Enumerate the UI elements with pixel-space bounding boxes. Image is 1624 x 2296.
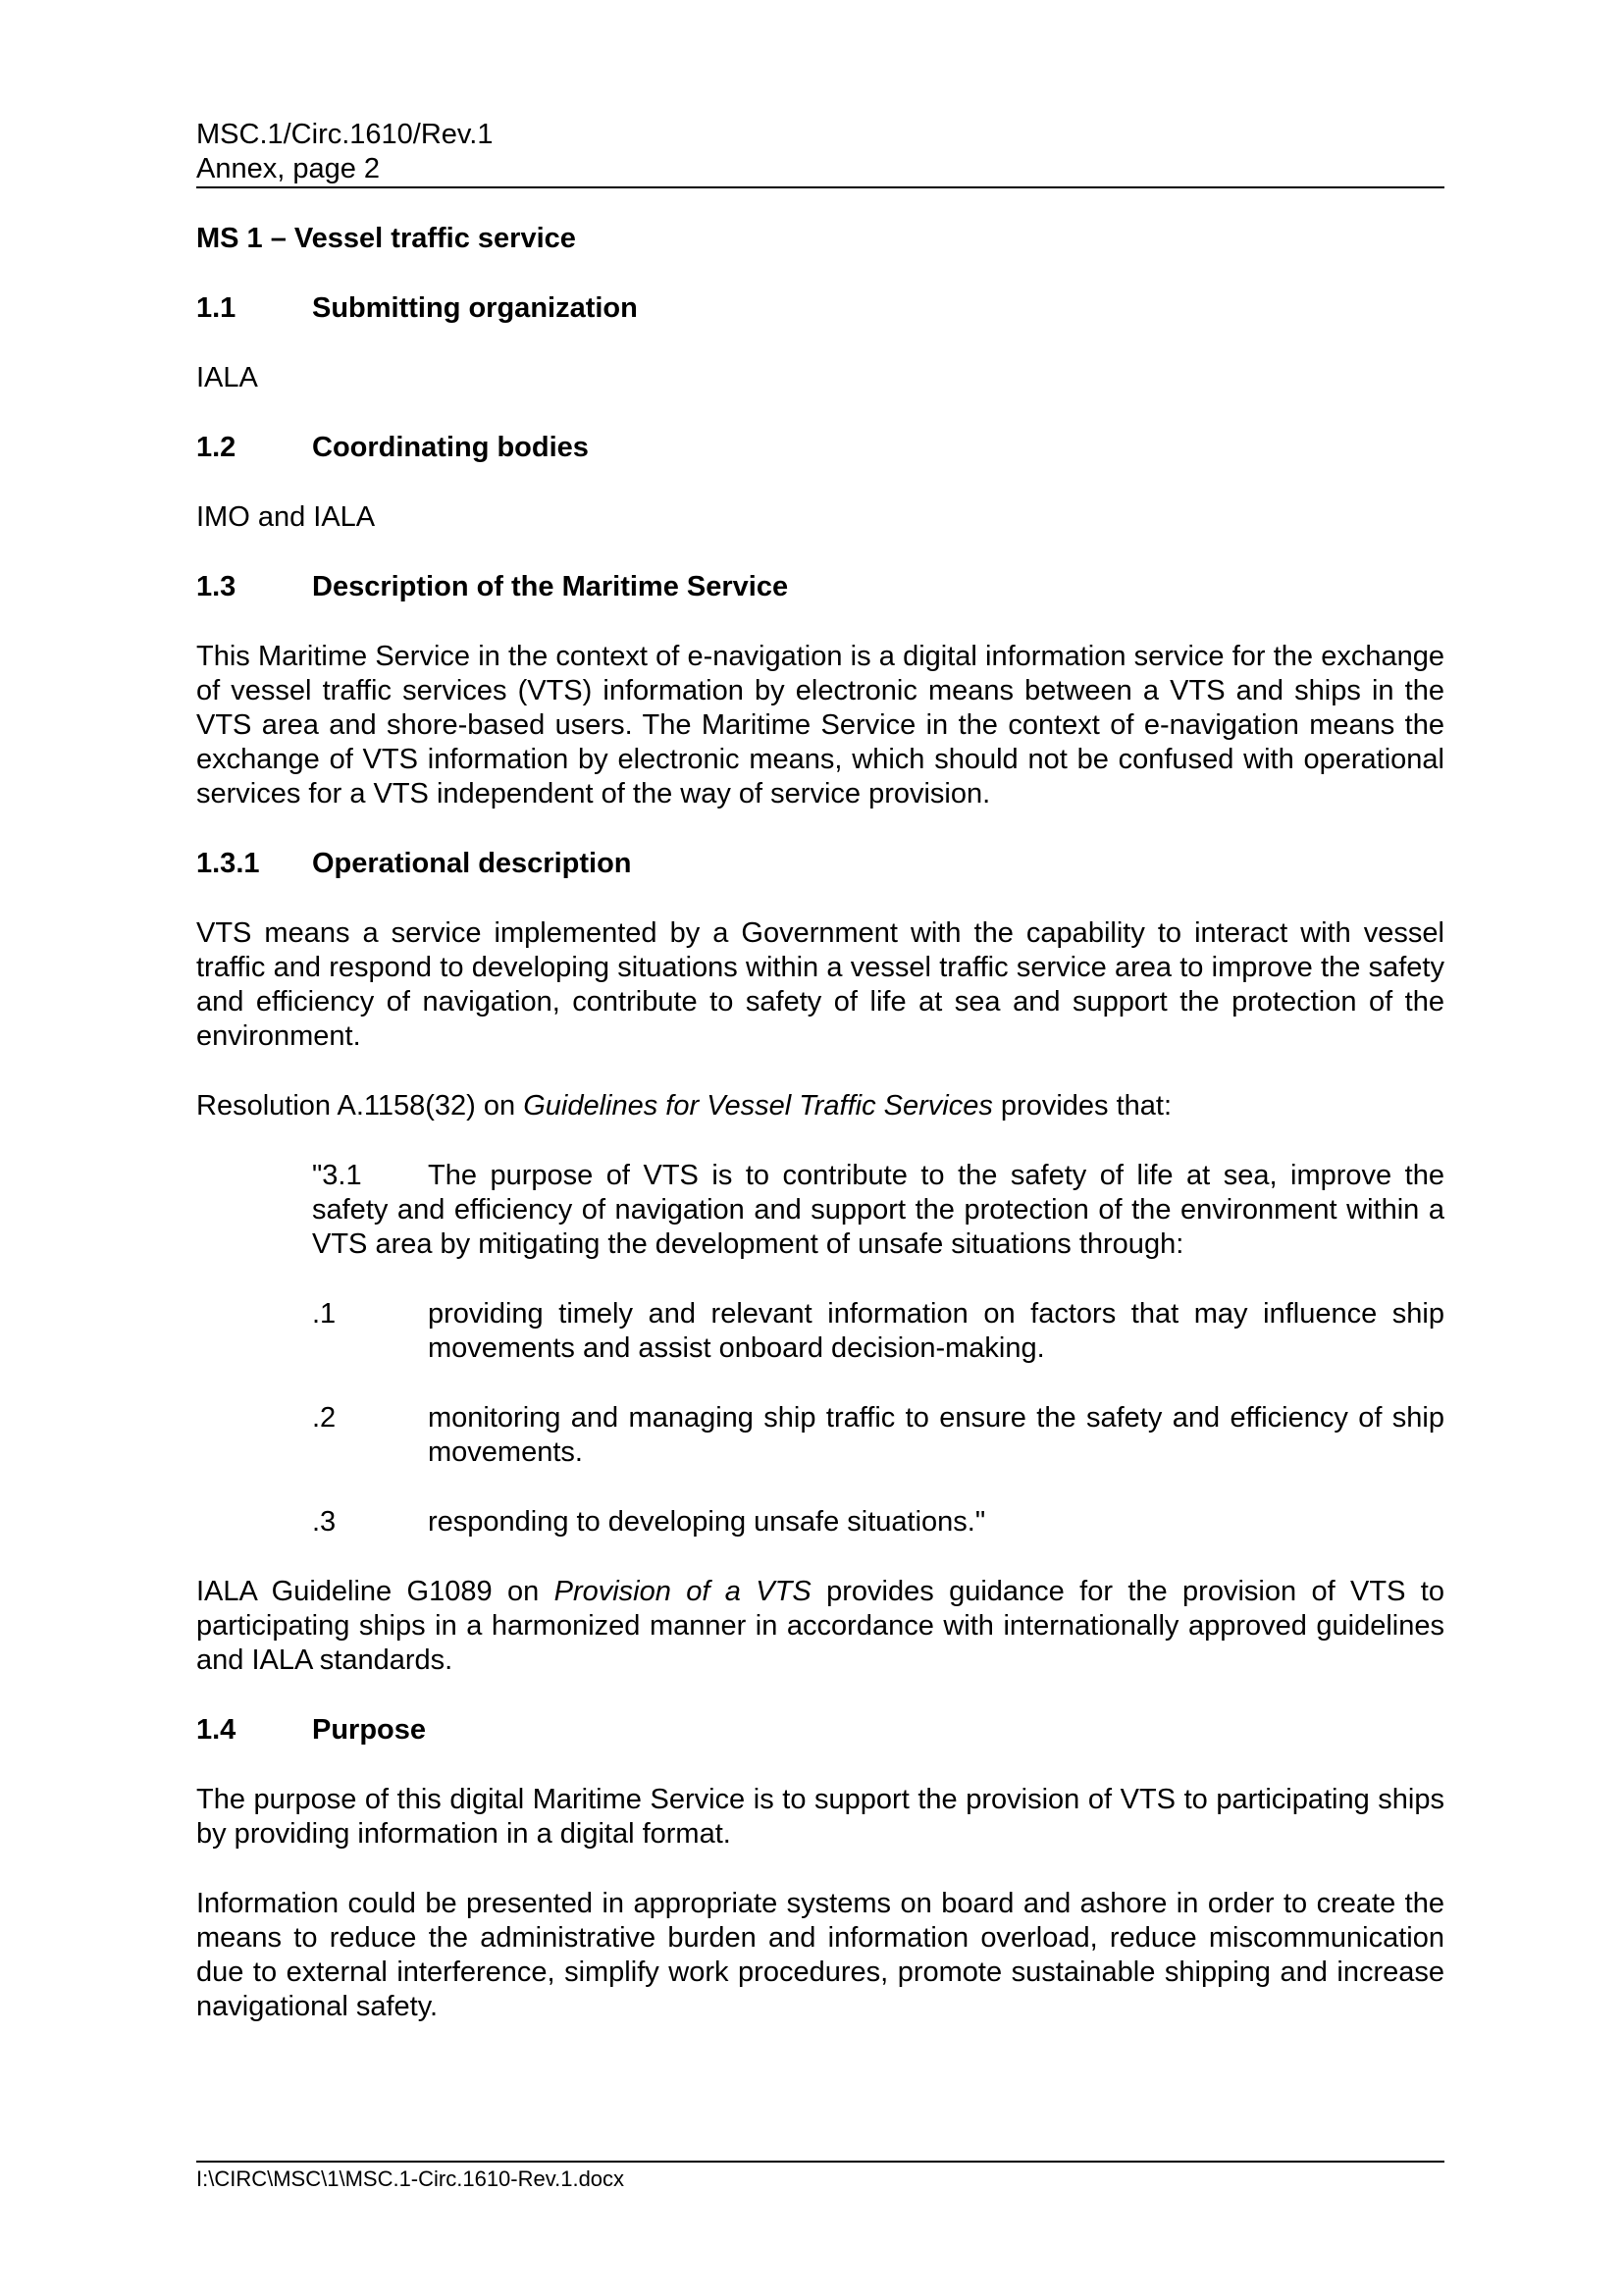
list-item-number: .2	[312, 1402, 337, 1434]
resolution-title: Guidelines for Vessel Traffic Services	[523, 1090, 993, 1122]
section-1-1-heading	[196, 291, 1444, 326]
list-item-text: monitoring and managing ship traffic to ensure the safety and efficiency of ship movements.	[428, 1402, 1444, 1468]
section-1-1-body: IALA	[196, 362, 258, 393]
section-number: 1.4	[196, 1714, 236, 1746]
list-item	[312, 1401, 1444, 1470]
guideline-suffix: provides guidance for the provision of VTS to participating ships in a harmonized manner in accordance with internationally approved guidelines and IALA standards.	[196, 1576, 1444, 1676]
section-number: 1.3	[196, 571, 236, 602]
document-reference: MSC.1/Circ.1610/Rev.1	[196, 119, 494, 150]
list-item-number: .1	[312, 1298, 337, 1330]
quote-paragraph	[312, 1159, 1444, 1262]
section-title: Coordinating bodies	[312, 432, 589, 463]
page-header	[196, 118, 1444, 186]
footer-rule	[196, 2161, 1444, 2163]
list-item	[312, 1505, 1444, 1539]
section-title: Description of the Maritime Service	[312, 571, 789, 602]
section-title: Purpose	[312, 1714, 427, 1746]
section-1-2-heading	[196, 431, 1444, 465]
section-1-3-heading	[196, 570, 1444, 604]
list-item-number: .3	[312, 1506, 337, 1538]
file-path: I:\CIRC\MSC\1\MSC.1-Circ.1610-Rev.1.docx	[196, 2166, 625, 2191]
quoted-block	[312, 1159, 1444, 1539]
section-title: Operational description	[312, 848, 632, 879]
section-title: Submitting organization	[312, 292, 638, 324]
section-1-3-body: This Maritime Service in the context of e-navigation is a digital information service for the exchange of vessel traffic services (VTS) information by electronic means between a VTS and ships in the VTS area and shore-based users. The Maritime Service in the context of e-navigation means the exchange of VTS information by electronic means, which should not be confused with operational services for a VTS independent of the way of service provision.	[196, 641, 1444, 809]
purpose-paragraph-1: The purpose of this digital Maritime Service is to support the provision of VTS to participating ships by providing information in a digital format.	[196, 1784, 1444, 1850]
section-number: 1.3.1	[196, 848, 260, 879]
page-title: MS 1 – Vessel traffic service	[196, 223, 576, 254]
section-number: 1.2	[196, 432, 236, 463]
guideline-paragraph	[196, 1575, 1444, 1678]
list-item-text: responding to developing unsafe situations."	[428, 1506, 986, 1538]
guideline-title: Provision of a VTS	[553, 1576, 812, 1607]
section-1-4-heading	[196, 1713, 1444, 1748]
list-item-text: providing timely and relevant information on factors that may influence ship movements and assist onboard decision-making.	[428, 1298, 1444, 1364]
resolution-prefix: Resolution A.1158(32) on	[196, 1090, 524, 1122]
quote-text: The purpose of VTS is to contribute to the safety of life at sea, improve the safety and efficiency of navigation and support the protection of the environment within a VTS area by mitigating the development of unsafe situations through:	[312, 1160, 1444, 1260]
section-1-3-1-heading	[196, 847, 1444, 881]
resolution-paragraph	[196, 1089, 1444, 1123]
operational-description-paragraph: VTS means a service implemented by a Government with the capability to interact with vessel traffic and respond to developing situations within a vessel traffic service area to improve the safety and efficiency of navigation, contribute to safety of life at sea and support the protection of the environment.	[196, 917, 1444, 1052]
page-footer	[196, 2166, 1444, 2193]
section-1-2-body: IMO and IALA	[196, 501, 376, 533]
section-number: 1.1	[196, 292, 236, 324]
purpose-paragraph-2: Information could be presented in appropriate systems on board and ashore in order to create the means to reduce the administrative burden and information overload, reduce miscommunication due to external interference, simplify work procedures, promote sustainable shipping and increase navigational safety.	[196, 1888, 1444, 2022]
guideline-prefix: IALA Guideline G1089 on	[196, 1576, 554, 1607]
header-rule	[196, 186, 1444, 188]
quote-number: "3.1	[312, 1160, 362, 1191]
resolution-suffix: provides that:	[992, 1090, 1173, 1122]
annex-page-label: Annex, page 2	[196, 153, 381, 184]
list-item	[312, 1297, 1444, 1366]
page-content	[196, 222, 1444, 2024]
